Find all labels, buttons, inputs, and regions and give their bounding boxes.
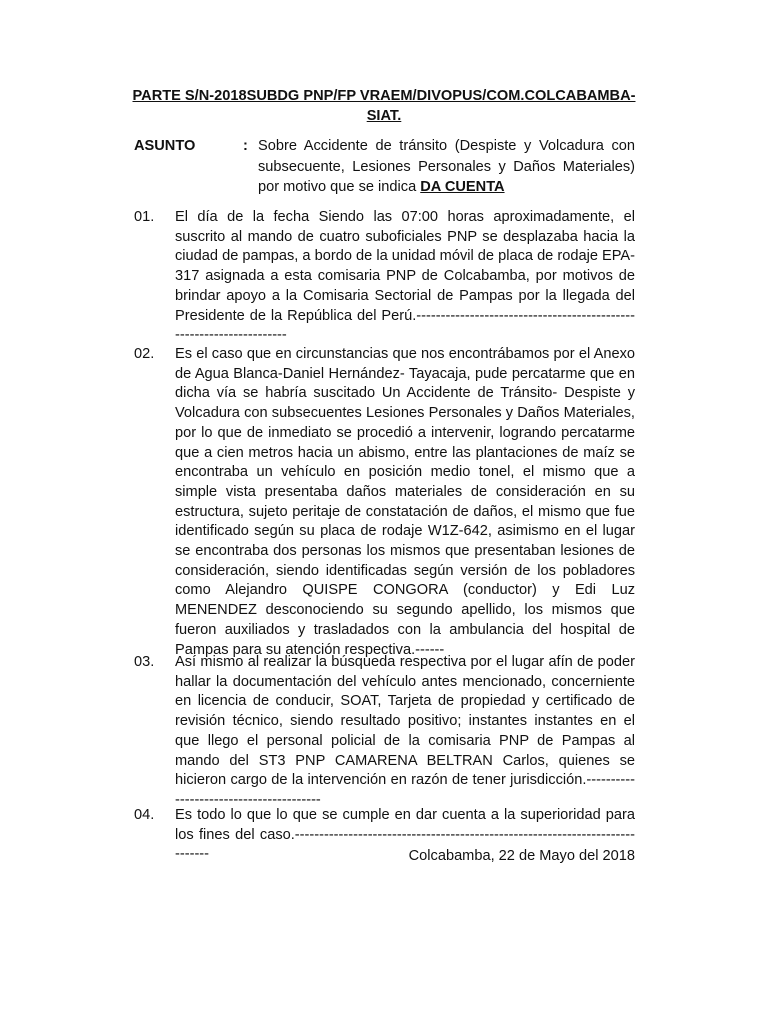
asunto-text bbox=[258, 136, 635, 198]
asunto-body: Sobre Accidente de tránsito (Despiste y Volcadura con subsecuente, Lesiones Personales y Daños Materiales) por motivo que se indica bbox=[258, 138, 635, 195]
asunto-emphasis: DA CUENTA bbox=[420, 179, 505, 195]
paragraph-text-01: El día de la fecha Siendo las 07:00 horas aproximadamente, el suscrito al mando de cuatro suboficiales PNP se desplazaba hacia la ciudad de pampas, a bordo de la unidad móvil de placa de rodaje EPA-317 asignada a esta comisaria PNP de Colcabamba, por motivos de brindar apoyo a la Comisaria Sectorial de Pampas por la llegada del Presidente de la República del Perú.-------------------------------------------------------------------- bbox=[175, 209, 635, 344]
paragraph-number-04: 04. bbox=[134, 807, 155, 823]
paragraph-text-04: Es todo lo que lo que se cumple en dar cuenta a la superioridad para los fines del caso.----------------------------------------------------------------------------- bbox=[175, 807, 635, 863]
document-title: PARTE S/N-2018SUBDG PNP/FP VRAEM/DIVOPUS/COM.COLCABAMBA-SIAT. bbox=[132, 88, 636, 124]
paragraph-text-02: Es el caso que en circunstancias que nos encontrábamos por el Anexo de Agua Blanca-Daniel Hernández- Tayacaja, pude percatarme que en dicha vía se habría suscitado Un Accidente de Tránsito- Despiste y Volcadura con subsecuentes Lesiones Personales y Daños Materiales, por lo que de inmediato se procedió a intervenir, logrando percatarme que a cien metros hacia un abismo, entre las plantaciones de maíz se encontraba un vehículo en posición medio tonel, el mismo que a simple vista presentaba daños materiales de consideración en su estructura, sujeto peritaje de constatación de daños, el mismo que fue identificado según su placa de rodaje W1Z-642, asimismo en el lugar se encontraba dos personas los mismos que presentaban lesiones de consideración, siendo identificadas según versión de los pobladores como Alejandro QUISPE CONGORA (conductor) y Edi Luz MENENDEZ desconociendo su segundo apellido, los mismos que fueron auxiliados y trasladados con la ambulancia del hospital de Pampas para su atención respectiva.------ bbox=[175, 346, 635, 658]
paragraph-number-01: 01. bbox=[134, 209, 155, 225]
paragraph-number-03: 03. bbox=[134, 654, 155, 670]
asunto-label: ASUNTO bbox=[134, 138, 196, 154]
closing-place-date: Colcabamba, 22 de Mayo del 2018 bbox=[408, 848, 635, 864]
asunto-colon: : bbox=[243, 138, 248, 154]
paragraph-number-02: 02. bbox=[134, 346, 155, 362]
paragraph-text-03: Así mismo al realizar la búsqueda respectiva por el lugar afín de poder hallar la documentación del vehículo antes mencionado, concerniente en licencia de conducir, SOAT, Tarjeta de propiedad y certificado de revisión técnico, siendo resultado positivo; instantes instantes en el que llego el personal policial de la comisaria PNP de Pampas al mando del ST3 PNP CAMARENA BELTRAN Carlos, quienes se hicieron cargo de la intervención en razón de tener jurisdicción.---------------------------------------- bbox=[175, 654, 635, 808]
